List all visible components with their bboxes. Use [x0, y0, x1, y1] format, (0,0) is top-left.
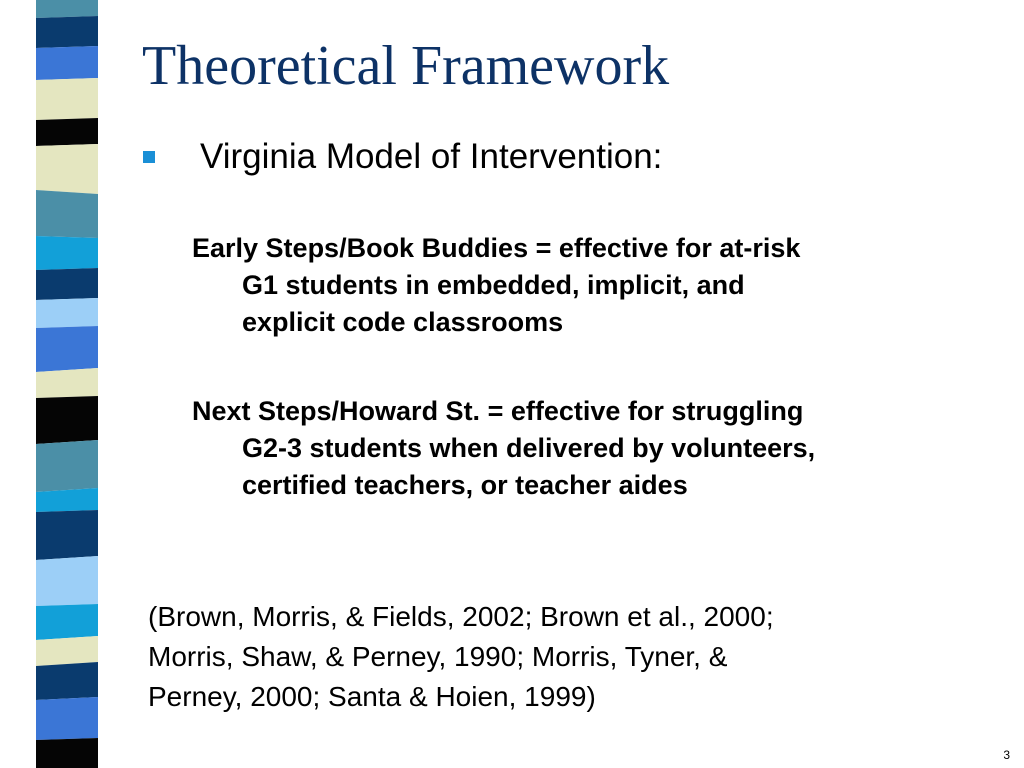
subpoint-line: G1 students in embedded, implicit, and	[242, 270, 745, 300]
subpoint-line: explicit code classrooms	[242, 307, 564, 337]
subpoint-line: certified teachers, or teacher aides	[242, 470, 688, 500]
stripe-band-18	[36, 604, 98, 640]
stripe-band-22	[36, 738, 98, 768]
stripe-band-20	[36, 662, 98, 700]
stripe-band-12	[36, 368, 98, 398]
main-bullet-text: Virginia Model of Intervention:	[200, 137, 663, 176]
stripe-band-4	[36, 78, 98, 120]
subpoint-line: Next Steps/Howard St. = effective for struggling	[192, 396, 804, 426]
stripe-band-19	[36, 636, 98, 666]
bullet-square-icon	[143, 151, 155, 163]
subpoint-line: G2-3 students when delivered by volunteers,	[242, 433, 816, 463]
decorative-stripe-bar	[0, 0, 120, 768]
subpoint-line: Early Steps/Book Buddies = effective for at-risk	[192, 233, 801, 263]
stripe-band-6	[36, 144, 98, 194]
stripe-band-14	[36, 440, 98, 492]
stripe-band-13	[36, 396, 98, 444]
page-number: 3	[1003, 748, 1010, 762]
subpoint-early-steps	[192, 230, 992, 341]
stripe-band-17	[36, 556, 98, 606]
citation-line: (Brown, Morris, & Fields, 2002; Brown et al., 2000;	[148, 601, 774, 632]
stripe-band-3	[36, 46, 98, 80]
stripe-band-16	[36, 510, 98, 560]
stripe-band-11	[36, 326, 98, 372]
stripe-band-1	[36, 0, 98, 18]
stripe-band-15	[36, 488, 98, 512]
stripe-band-2	[36, 16, 98, 48]
citation-line: Morris, Shaw, & Perney, 1990; Morris, Tyner, &	[148, 641, 728, 672]
stripe-band-5	[36, 118, 98, 146]
stripe-band-21	[36, 697, 98, 740]
slide-title: Theoretical Framework	[142, 35, 670, 97]
stripe-band-9	[36, 268, 98, 300]
subpoint-next-steps	[192, 393, 992, 504]
citation-line: Perney, 2000; Santa & Hoien, 1999)	[148, 681, 596, 712]
citation-block	[148, 597, 774, 717]
stripe-band-7	[36, 190, 98, 238]
stripe-band-8	[36, 236, 98, 270]
stripe-band-10	[36, 298, 98, 328]
